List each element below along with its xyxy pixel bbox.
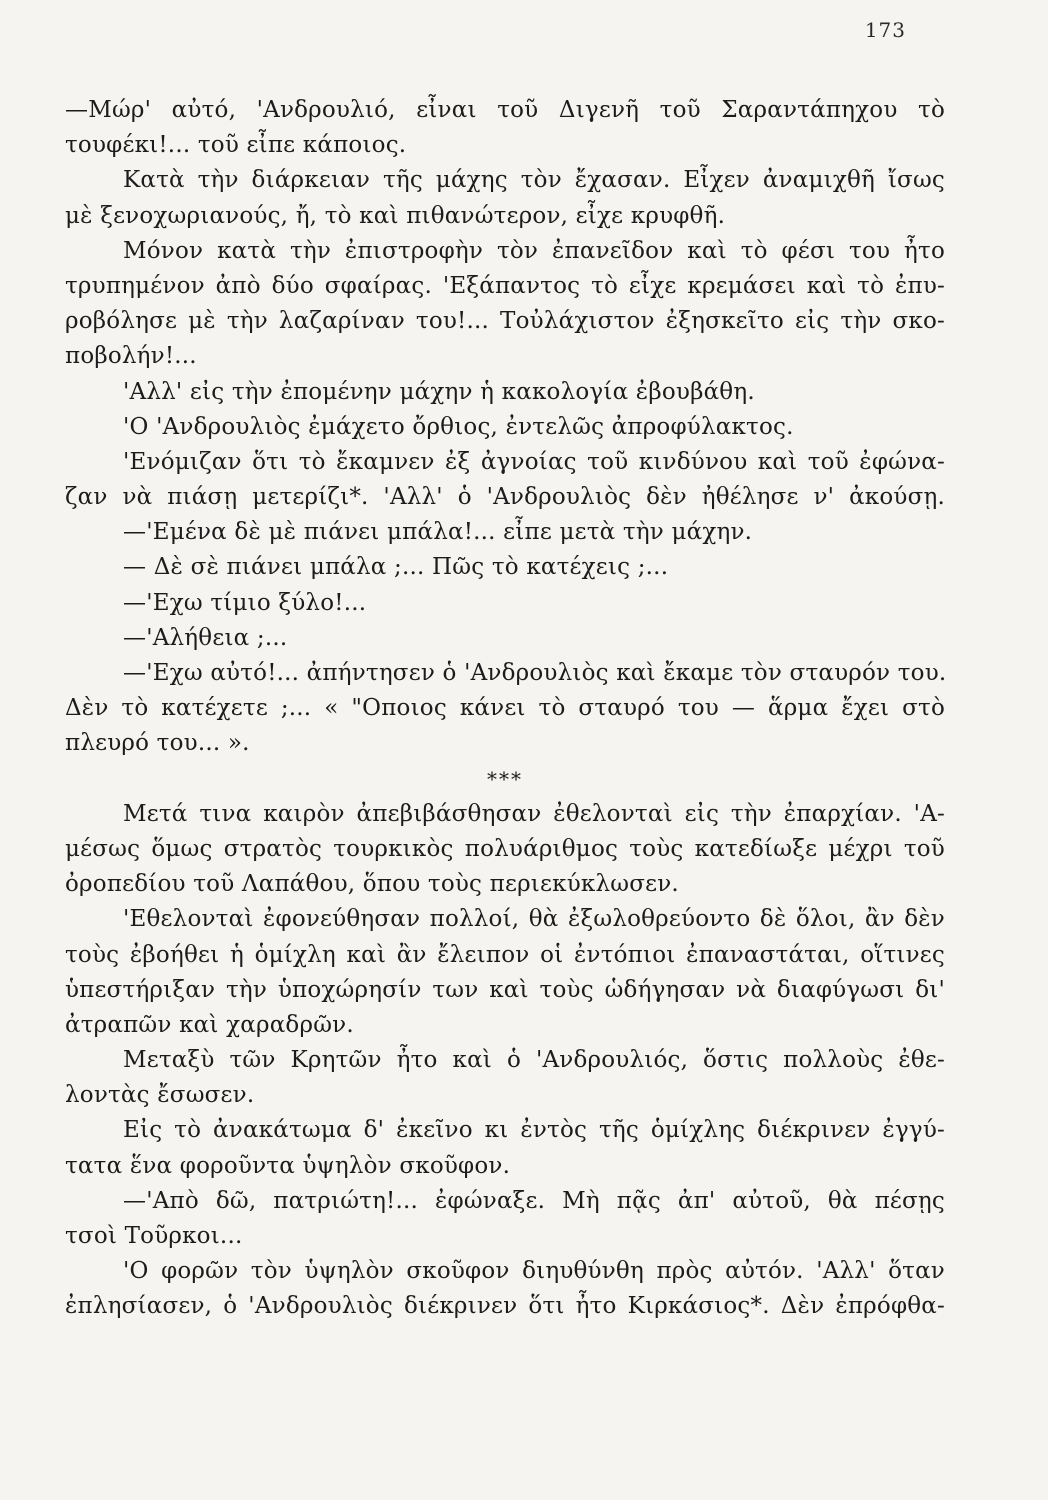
text-line: —'Εμένα δὲ μὲ πιάνει μπάλα!... εἶπε μετὰ τὴν μάχην. — [123, 519, 753, 546]
text-line: —'Εχω τίμιο ξύλο!... — [123, 589, 367, 616]
text-line: Κατὰ τὴν διάρκειαν τῆς μάχης τὸν ἔχασαν. Εἶχεν ἀναμιχθῆ ἴσως — [123, 167, 945, 194]
text-line: ποβολήν!... — [65, 343, 197, 370]
text-line: 'Ενόμιζαν ὅτι τὸ ἔκαμνεν ἐξ ἀγνοίας τοῦ κινδύνου καὶ τοῦ ἐφώνα- — [123, 448, 945, 475]
text-line: μέσως ὅμως στρατὸς τουρκικὸς πολυάριθμος τοὺς κατεδίωξε μέχρι τοῦ — [65, 835, 945, 862]
text-line: Μόνον κατὰ τὴν ἐπιστροφὴν τὸν ἐπανεῖδον καὶ τὸ φέσι του ἦτο — [123, 237, 945, 264]
text-line: —'Εχω αὐτό!... ἀπήντησεν ὁ 'Ανδρουλιὸς καὶ ἔκαμε τὸν σταυρόν του. — [123, 660, 947, 686]
text-line: 'Ο φορῶν τὸν ὑψηλὸν σκοῦφον διηυθύνθη πρὸς αὐτόν. 'Αλλ' ὅταν — [123, 1258, 945, 1285]
text-line: τοὺς ἐβοήθει ἡ ὁμίχλη καὶ ἂν ἔλειπον οἱ ἐντόπιοι ἐπαναστάται, οἵτινες — [65, 941, 945, 968]
text-line: 'Αλλ' εἰς τὴν ἐπομένην μάχην ἡ κακολογία ἐβουβάθη. — [123, 378, 755, 405]
text-line: 'Ο 'Ανδρουλιὸς ἐμάχετο ὄρθιος, ἐντελῶς ἀπροφύλακτος. — [123, 413, 794, 440]
text-line: τσοὶ Τοῦρκοι... — [65, 1223, 243, 1249]
text-line: Μεταξὺ τῶν Κρητῶν ἦτο καὶ ὁ 'Ανδρουλιός, ὅστις πολλοὺς ἐθε- — [123, 1047, 945, 1074]
text-line: Εἰς τὸ ἀνακάτωμα δ' ἐκεῖνο κι ἐντὸς τῆς ὁμίχλης διέκρινεν ἐγγύ- — [123, 1117, 945, 1144]
text-line: Δὲν τὸ κατέχετε ;... « "Οποιος κάνει τὸ σταυρό του — ἅρμα ἔχει στὸ — [65, 695, 945, 722]
section-separator: *** — [487, 766, 523, 791]
text-line: Μετά τινα καιρὸν ἀπεβιβάσθησαν ἐθελονταὶ εἰς τὴν ἐπαρχίαν. 'Α- — [123, 800, 945, 827]
text-line: τουφέκι!... τοῦ εἶπε κάποιος. — [65, 132, 407, 159]
body-text — [65, 93, 945, 1325]
text-line: ἐπλησίασεν, ὁ 'Ανδρουλιὸς διέκρινεν ὅτι ἦτο Κιρκάσιος*. Δὲν ἐπρόφθα- — [65, 1293, 945, 1320]
text-line: —'Απὸ δῶ, πατριώτη!... ἐφώναξε. Μὴ πᾷς ἀπ' αὐτοῦ, θὰ πέσῃς — [123, 1187, 945, 1214]
text-line: τατα ἕνα φοροῦντα ὑψηλὸν σκοῦφον. — [65, 1152, 511, 1179]
text-line: ὀροπεδίου τοῦ Λαπάθου, ὅπου τοὺς περιεκύκλωσεν. — [65, 871, 679, 898]
text-line: ἀτραπῶν καὶ χαραδρῶν. — [65, 1011, 354, 1038]
text-line: 'Εθελονταὶ ἐφονεύθησαν πολλοί, θὰ ἐξωλοθρεύοντο δὲ ὅλοι, ἂν δὲν — [123, 906, 945, 933]
text-line: —Μώρ' αὐτό, 'Ανδρουλιό, εἶναι τοῦ Διγενῆ τοῦ Σαραντάπηχου τὸ — [65, 97, 945, 123]
text-line: μὲ ξενοχωριανούς, ἤ, τὸ καὶ πιθανώτερον, εἶχε κρυφθῆ. — [65, 202, 726, 229]
text-line: ζαν νὰ πιάσῃ μετερίζι*. 'Αλλ' ὁ 'Ανδρουλιὸς δὲν ἠθέλησε ν' ἀκούσῃ. — [65, 484, 945, 511]
text-line: — Δὲ σὲ πιάνει μπάλα ;... Πῶς τὸ κατέχεις ;... — [123, 554, 669, 581]
text-line: πλευρό του... ». — [65, 730, 250, 757]
text-line: λοντὰς ἔσωσεν. — [65, 1082, 255, 1109]
text-line: ροβόλησε μὲ τὴν λαζαρίναν του!... Τοὐλάχιστον ἐξησκεῖτο εἰς τὴν σκο- — [65, 308, 945, 335]
page-number: 173 — [864, 18, 906, 42]
text-line: —'Αλήθεια ;... — [123, 624, 288, 651]
text-line: ὑπεστήριξαν τὴν ὑποχώρησίν των καὶ τοὺς ὡδήγησαν νὰ διαφύγωσι δι' — [65, 976, 945, 1003]
text-line: τρυπημένον ἀπὸ δύο σφαίρας. 'Εξάπαντος τὸ εἶχε κρεμάσει καὶ τὸ ἐπυ- — [65, 272, 945, 299]
